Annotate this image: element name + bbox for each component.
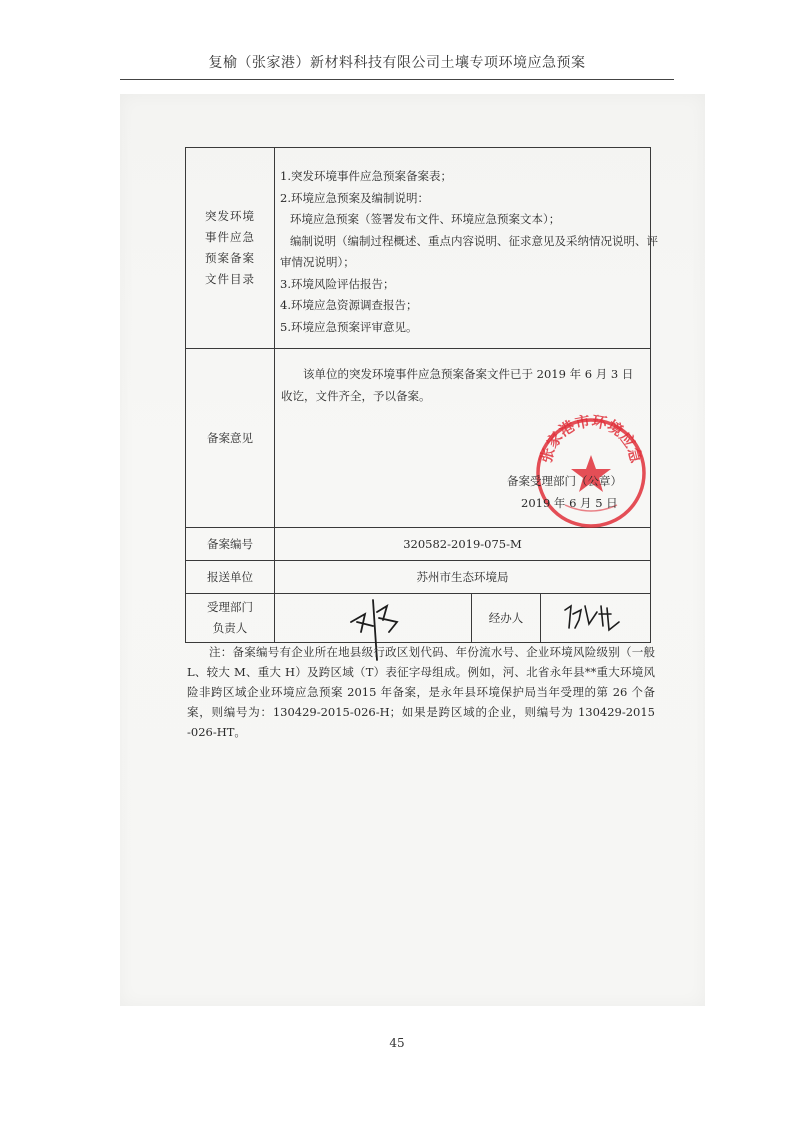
responsible-row	[186, 594, 651, 643]
responsible-label	[186, 594, 275, 643]
catalog-item: 审情况说明）；	[280, 255, 355, 269]
opinion-row	[186, 349, 651, 528]
submit-unit-row	[186, 561, 651, 594]
submit-unit-label: 报送单位	[186, 561, 275, 594]
handler-label: 经办人	[472, 594, 541, 642]
catalog-label-line: 文件目录	[205, 272, 255, 286]
filing-dept: 备案受理部门（公章）	[507, 474, 622, 488]
catalog-item: 1.突发环境事件应急预案备案表；	[280, 169, 452, 183]
catalog-item: 4.环境应急资源调查报告；	[280, 298, 418, 312]
header-rule	[120, 79, 674, 80]
responsible-signature-cell	[275, 594, 472, 642]
record-no-label: 备案编号	[186, 528, 275, 561]
catalog-label-line: 突发环境	[205, 209, 255, 223]
catalog-label	[186, 148, 275, 349]
responsible-subtable	[275, 594, 650, 642]
catalog-label-line: 事件应急	[205, 230, 255, 244]
filing-form-table	[185, 147, 658, 643]
opinion-text: 该单位的突发环境事件应急预案备案文件已于 2019 年 6 月 3 日收讫，文件齐全，予以备案。	[281, 367, 634, 403]
responsible-label-line: 负责人	[212, 621, 248, 635]
catalog-item: 5.环境应急预案评审意见。	[280, 319, 418, 334]
record-no-value: 320582-2019-075-M	[275, 528, 651, 561]
submit-unit-value: 苏州市生态环境局	[275, 561, 651, 594]
catalog-item: 2.环境应急预案及编制说明：	[280, 190, 429, 205]
catalog-list	[275, 148, 658, 349]
header-title: 复榆（张家港）新材料科技有限公司土壤专项环境应急预案	[208, 55, 586, 71]
opinion-cell	[275, 349, 651, 528]
catalog-item: 环境应急预案（签署发布文件、环境应急预案文本）；	[290, 212, 561, 226]
handler-signature-cell	[541, 594, 651, 642]
footnote: 注：备案编号有企业所在地县级行政区划代码、年份流水号、企业环境风险级别（一般 L、较大 M、重大 H）及跨区域（T）表征字母组成。例如，河、北省永年县**重大环境风险非跨区域企业环境应急预案 2015 年备案，是永年县环境保护局当年受理的第 26 个备案，则编号为：130429-2015-026-H；如果是跨区域的企业，则编号为 130429-2015 -026-HT。	[187, 645, 655, 739]
responsible-label-line: 受理部门	[207, 600, 253, 614]
seal-text: 张家港市环境应急	[536, 413, 646, 465]
opinion-label: 备案意见	[186, 349, 275, 528]
catalog-item: 3.环境风险评估报告；	[280, 276, 395, 291]
filing-date: 2019 年 6 月 5 日	[521, 496, 618, 510]
catalog-item: 编制说明（编制过程概述、重点内容说明、征求意见及采纳情况说明、评	[290, 233, 658, 248]
page-number: 45	[389, 1036, 405, 1050]
catalog-row	[186, 148, 651, 349]
responsible-cell	[275, 594, 651, 643]
handler-signature-icon	[561, 600, 625, 634]
catalog-label-line: 预案备案	[205, 251, 255, 265]
